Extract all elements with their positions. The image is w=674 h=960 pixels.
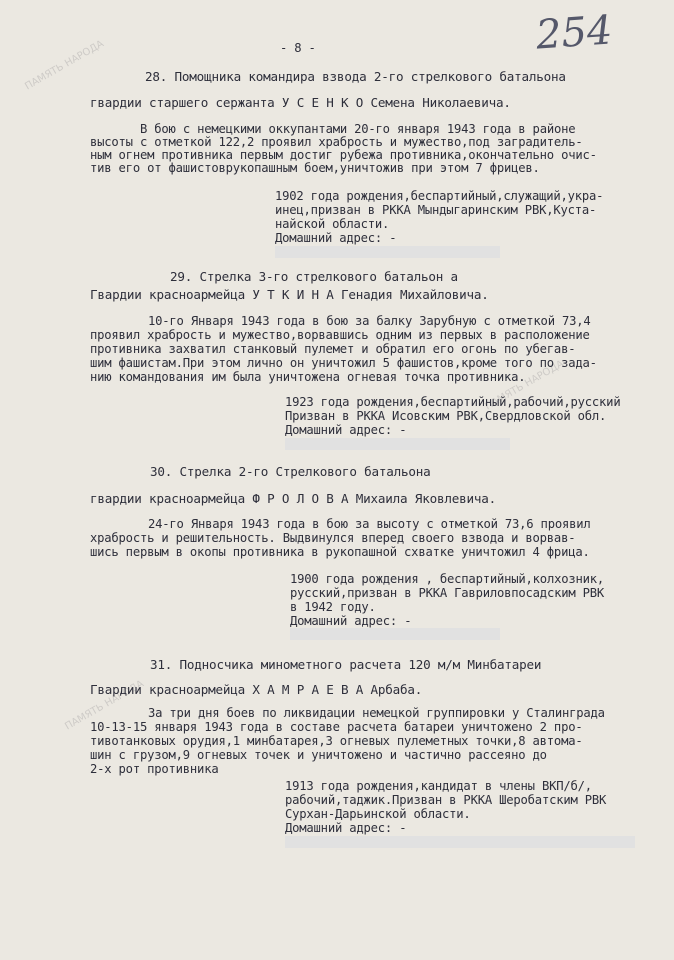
entry-body: противника захватил станковый пулемет и обратил его огонь по убегав-	[90, 342, 576, 356]
entry-bio: Сурхан-Дарьинской области.	[285, 807, 471, 821]
entry-body: В бою с немецкими оккупантами 20-го января 1943 года в районе	[140, 122, 576, 136]
entry-heading: 29. Стрелка 3-го стрелкового батальон а	[170, 269, 458, 284]
entry-bio: Призван в РККА Исовским РВК,Свердловской обл.	[285, 409, 607, 423]
entry-body: тив его от фашистоврукопашным боем,уничтожив при этом 7 фрицев.	[90, 161, 540, 175]
watermark: ПАМЯТЬ НАРОДА	[23, 38, 106, 93]
entry-bio: 1913 года рождения,кандидат в члены ВКП/б/,	[285, 779, 592, 793]
entry-bio: Домашний адрес: -	[285, 423, 407, 437]
entry-bio: русский,призван в РККА Гавриловпосадским РВК	[290, 586, 605, 600]
entry-bio: Домашний адрес: -	[290, 614, 412, 628]
entry-heading: гвардии красноармейца Ф Р О Л О В А Михаила Яковлевича.	[90, 491, 497, 506]
redacted-address	[290, 628, 500, 640]
entry-bio: рабочий,таджик.Призван в РККА Шеробатским РВК	[285, 793, 607, 807]
entry-bio: 1923 года рождения,беспартийный,рабочий,русский	[285, 395, 621, 409]
watermark: ПАМЯТЬ НАРОДА	[483, 358, 566, 413]
entry-heading: 31. Подносчика минометного расчета 120 м/м Минбатареи	[150, 657, 542, 672]
redacted-address	[285, 836, 635, 848]
entry-body: За три дня боев по ликвидации немецкой группировки у Сталинграда	[148, 706, 605, 720]
entry-bio: найской области.	[275, 217, 390, 231]
entry-body: нию командования им была уничтожена огневая точка противника.	[90, 370, 526, 384]
archive-sheet-number: 254	[534, 7, 614, 59]
entry-body: шись первым в окопы противника в рукопашной схватке уничтожил 4 фрица.	[90, 545, 590, 559]
entry-bio: Домашний адрес: -	[285, 821, 407, 835]
entry-heading: 28. Помощника командира взвода 2-го стрелкового батальона	[145, 69, 566, 84]
entry-bio: Домашний адрес: -	[275, 231, 397, 245]
entry-body: 2-х рот противника	[90, 762, 219, 776]
entry-body: 10-13-15 января 1943 года в составе расчета батареи уничтожено 2 про-	[90, 720, 583, 734]
redacted-address	[285, 438, 510, 450]
entry-body: шим фашистам.При этом лично он уничтожил 5 фашистов,кроме того по зада-	[90, 356, 597, 370]
redacted-address	[275, 246, 500, 258]
entry-body: 24-го Января 1943 года в бою за высоту с отметкой 73,6 проявил	[148, 517, 591, 531]
entry-body: шин с грузом,9 огневых точек и уничтожено и частично рассеяно до	[90, 748, 547, 762]
entry-body: проявил храбрость и мужество,ворвавшись одним из первых в расположение	[90, 328, 590, 342]
entry-body: 10-го Января 1943 года в бою за балку Зарубную с отметкой 73,4	[148, 314, 591, 328]
entry-body: ным огнем противника первым достиг рубежа противника,окончательно очис-	[90, 148, 597, 162]
entry-bio: в 1942 году.	[290, 600, 376, 614]
entry-body: тивотанковых орудия,1 минбатарея,3 огневых пулеметных точки,8 автома-	[90, 734, 583, 748]
entry-body: высоты с отметкой 122,2 проявил храбрость и мужество,под заградитель-	[90, 135, 583, 149]
watermark: ПАМЯТЬ НАРОДА	[63, 678, 146, 733]
entry-heading: 30. Стрелка 2-го Стрелкового батальона	[150, 464, 431, 479]
entry-bio: 1902 года рождения,беспартийный,служащий,укра-	[275, 189, 604, 203]
entry-heading: Гвардии красноармейца У Т К И Н А Генадия Михайловича.	[90, 287, 489, 302]
entry-bio: 1900 года рождения , беспартийный,колхозник,	[290, 572, 605, 586]
entry-bio: инец,призван в РККА Мындыгаринским РВК,Куста-	[275, 203, 597, 217]
entry-body: храбрость и решительность. Выдвинулся вперед своего взвода и ворвав-	[90, 531, 576, 545]
entry-heading: Гвардии красноармейца Х А М Р А Е В А Арбаба.	[90, 682, 423, 697]
page-number: - 8 -	[280, 41, 316, 55]
entry-heading: гвардии старшего сержанта У С Е Н К О Семена Николаевича.	[90, 95, 511, 110]
